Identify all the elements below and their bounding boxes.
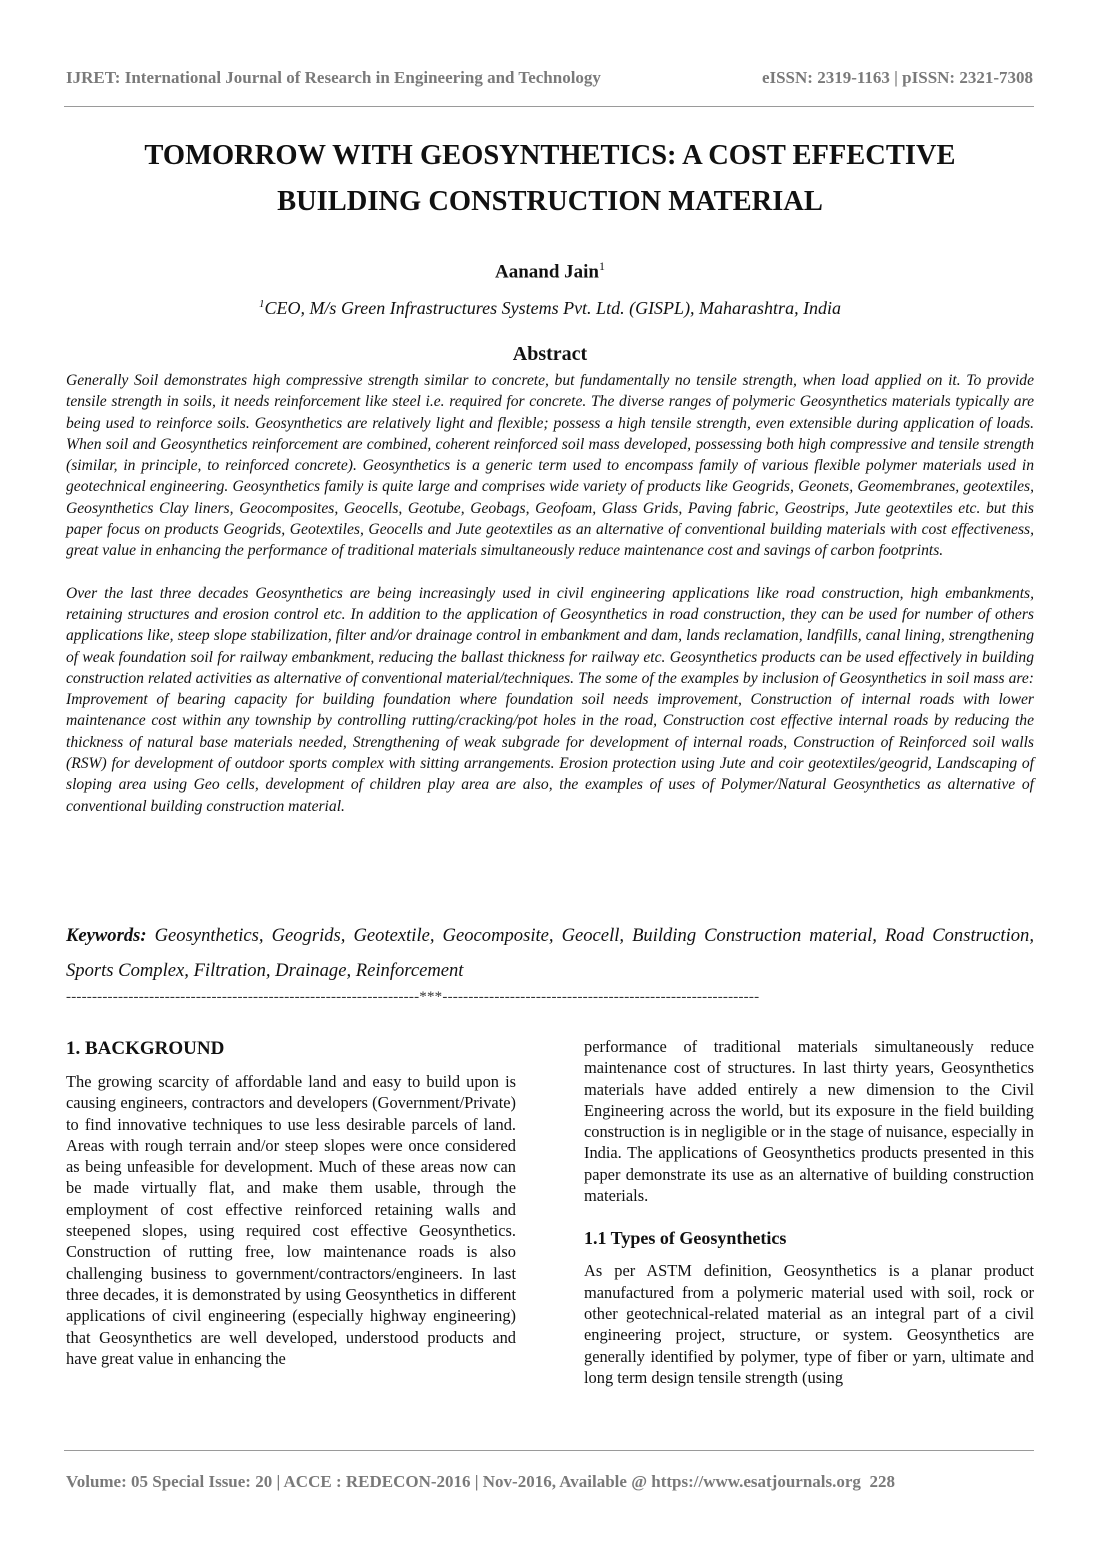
- affiliation: [66, 298, 1034, 319]
- header-divider: [64, 106, 1034, 107]
- left-column: [66, 1036, 516, 1369]
- title-line-2: BUILDING CONSTRUCTION MATERIAL: [277, 186, 823, 217]
- author: [66, 259, 1034, 283]
- section-text-background: The growing scarcity of affordable land and easy to build upon is causing engineers, contractors and developers (Government/Private) to find innovative techniques to use less desirable parcels of land. Areas with rough terrain and/or steep slopes were once considered as being unfeasible for development. Much of these areas now can be made virtually flat, and make them usable, through the employment of cost effective reinforced retaining walls and steepened slopes, using required cost effective Geosynthetics. Construction of rutting free, low maintenance roads is also challenging business to government/contractors/engineers. In last three decades, it is demonstrated by using Geosynthetics in different applications of civil engineering (especially highway engineering) that Geosynthetics are well developed, understood products and have great value in enhancing the: [66, 1072, 516, 1368]
- section-heading-background: 1. BACKGROUND: [66, 1038, 225, 1059]
- right-column: [584, 1036, 1034, 1388]
- issn-info: eISSN: 2319-1163 | pISSN: 2321-7308: [761, 68, 1033, 87]
- affiliation-text: CEO, M/s Green Infrastructures Systems Pvt. Ltd. (GISPL), Maharashtra, India: [264, 298, 842, 318]
- footer-text: Volume: 05 Special Issue: 20 | ACCE : REDECON-2016 | Nov-2016, Available @ https://www.esatjournals.org: [66, 1472, 861, 1491]
- author-sup: 1: [599, 259, 606, 273]
- keywords-text: Geosynthetics, Geogrids, Geotextile, Geocomposite, Geocell, Building Construction material, Road Construction, Sports Complex, Filtration, Drainage, Reinforcement: [66, 925, 1034, 981]
- journal-name: IJRET: International Journal of Research in Engineering and Technology: [66, 68, 601, 87]
- section-text-types: As per ASTM definition, Geosynthetics is a planar product manufactured from a polymeric material used with soil, rock or other geotechnical-related material as an integral part of a civil engineering project, structure, or system. Geosynthetics are generally identified by polymer, type of fiber or yarn, ultimate and long term design tensile strength (using: [584, 1261, 1034, 1387]
- section-separator: --------------------------------------------------------------------***-------------------------------------------------------------: [66, 989, 760, 1005]
- title-line-1: TOMORROW WITH GEOSYNTHETICS: A COST EFFECTIVE: [144, 140, 956, 171]
- abstract-heading: Abstract: [512, 343, 588, 365]
- section-heading-types: 1.1 Types of Geosynthetics: [584, 1228, 787, 1249]
- footer: [66, 1472, 1034, 1492]
- paper-title: [66, 133, 1034, 225]
- abstract: [66, 370, 1034, 838]
- keywords: [66, 918, 1034, 988]
- keywords-label: Keywords:: [66, 925, 147, 946]
- page-number: 228: [869, 1472, 895, 1491]
- affiliation-sup: 1: [258, 298, 265, 310]
- abstract-paragraph-1: Generally Soil demonstrates high compressive strength similar to concrete, but fundamentally no tensile strength, when load applied on it. To provide tensile strength in soils, it needs reinforcement like steel i.e. required for concrete. The diverse ranges of polymeric Geosynthetics materials typically are being used to reinforce soils. Geosynthetics are relatively light and flexible; possess a high tensile strength, even extensible during application of loads. When soil and Geosynthetics reinforcement are combined, coherent reinforced soil mass developed, possessing both high compressive and tensile strength (similar, in principle, to reinforced concrete). Geosynthetics is a generic term used to encompass family of various flexible polymer materials used in geotechnical engineering. Geosynthetics family is quite large and comprises wide variety of products like Geogrids, Geonets, Geomembranes, geotextiles, Geosynthetics Clay liners, Geocomposites, Geocells, Geotube, Geobags, Geofoam, Glass Grids, Paving fabric, Geostrips, Jute geotextiles etc. but this paper focus on products Geogrids, Geotextiles, Geocells and Jute geotextiles as an alternative of conventional building materials with cost effectiveness, great value in enhancing the performance of traditional materials simultaneously reduce maintenance cost and savings of carbon footprints.: [66, 372, 1034, 560]
- footer-divider: [64, 1450, 1034, 1451]
- section-text-background-continued: performance of traditional materials simultaneously reduce maintenance cost of structures. In last thirty years, Geosynthetics materials have added entirely a new dimension to the Civil Engineering across the world, but its exposure in the field building construction is in negligible or in the stage of nuisance, especially in India. The applications of Geosynthetics products presented in this paper demonstrate its use as an alternative of building construction materials.: [584, 1037, 1034, 1206]
- abstract-paragraph-2: Over the last three decades Geosynthetics are being increasingly used in civil engineering applications like road construction, high embankments, retaining structures and erosion control etc. In addition to the application of Geosynthetics in road construction, they can be used for number of others applications like, steep slope stabilization, filter and/or drainage control in embankment and dam, lands reclamation, landfills, canal lining, strengthening of weak foundation soil for railway embankment, reducing the ballast thickness for railway etc. Geosynthetics products can be used effectively in building construction related activities as alternative of conventional material/techniques. The some of the examples by inclusion of Geosynthetics in soil mass are: Improvement of bearing capacity for building foundation where foundation soil needs improvement, Construction of internal roads with lower maintenance cost within any township by controlling rutting/cracking/pot holes in the road, Construction cost effective internal roads by reducing the thickness of natural base materials needed, Strengthening of weak subgrade for development of internal roads, Construction of Reinforced soil walls (RSW) for development of outdoor sports complex with sitting arrangements. Erosion protection using Jute and coir geotextiles/geogrid, Landscaping of sloping area using Geo cells, development of children play area are also, the examples of uses of Polymer/Natural Geosynthetics as alternative of conventional building construction material.: [66, 584, 1034, 815]
- author-name: Aanand Jain: [494, 261, 600, 283]
